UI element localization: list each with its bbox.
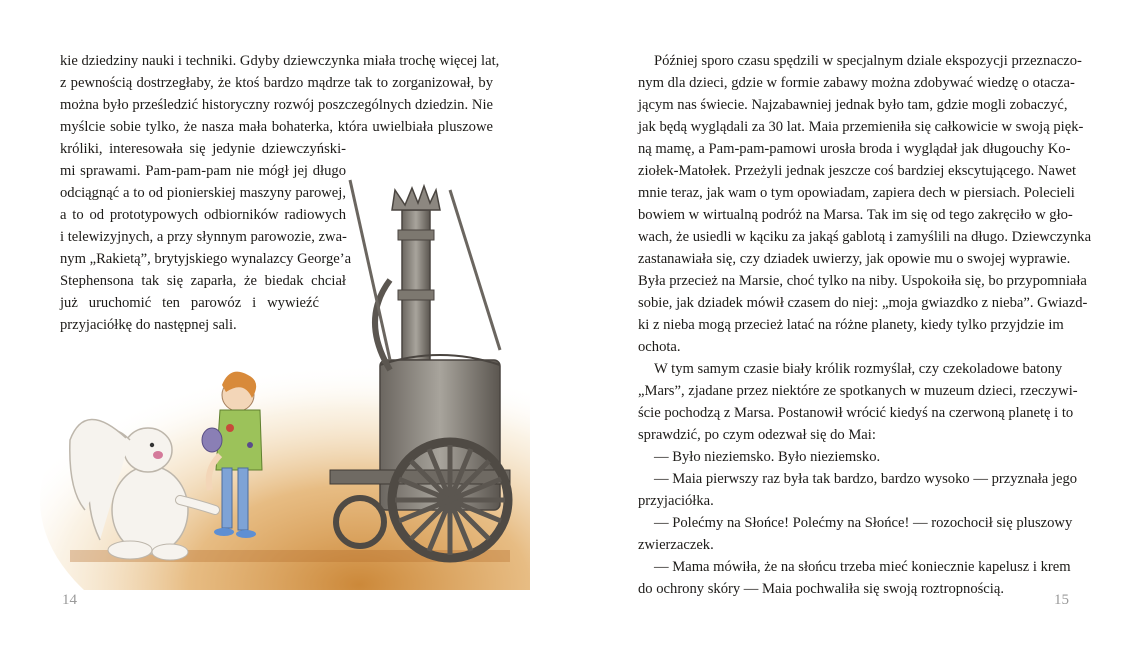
right-page (567, 0, 1134, 652)
text-line: ną mamę, a Pam-pam-pamowi urosła broda i wyglądał jak długouchy Ko- (638, 141, 1071, 157)
text-line: nym „Rakietą”, brytyjskiego wynalazcy George’a (60, 251, 352, 267)
text-line: do ochrony skóry — Maia pochwaliła się swoją roztropnością. (638, 581, 1004, 597)
text-line: przyjaciółka. (638, 493, 714, 509)
text-line: jak będą wyglądali za 30 lat. Maia przemieniła się całkowicie w swoją pięk- (638, 119, 1084, 135)
text-line: bowiem w wirtualną podróż na Marsa. Tak im się od tego zakręciło w gło- (638, 207, 1073, 223)
text-line: zastanawiała się, czy dziadek uwierzy, jak opowie mu o swojej wyprawie. (638, 251, 1071, 267)
rabbit-girl-locomotive-illustration-icon (30, 170, 530, 590)
text-line: mi sprawami. Pam-pam-pam nie mógł jej długo (60, 163, 346, 179)
text-line: z pewnością dostrzegłaby, że ktoś bardzo mądrze tak to zorganizował, by (60, 75, 493, 91)
text-line: — Maia pierwszy raz była tak bardzo, bardzo wysoko — przyznała jego (654, 471, 1078, 487)
text-line: ki z nieba mogą przecież latać na różne planety, kiedy tylko przyjdzie im (638, 317, 1064, 333)
page-number: 15 (1054, 592, 1069, 608)
text-line: „Mars”, zjadane przez niektóre ze spotkanych w muzeum dzieci, rzeczywi- (638, 383, 1078, 399)
text-line: Później sporo czasu spędzili w specjalnym dziale ekspozycji przeznaczo- (654, 53, 1082, 69)
text-line: ziołek-Matołek. Przeżyli jednak jeszcze coś bardziej ekscytującego. Nawet (638, 163, 1077, 179)
text-line: — Polećmy na Słońce! Polećmy na Słońce! — rozochocił się pluszowy (654, 515, 1073, 531)
text-line: przyjaciółkę do następnej sali. (60, 317, 237, 333)
text-line: i telewizyjnych, a przy słynnym parowozie, zwa- (60, 229, 347, 245)
text-line: nym dla dzieci, gdzie w formie zabawy można zdobywać wiedzę o otacza- (638, 75, 1075, 91)
text-line: mnie teraz, jak wam o tym opowiadam, zapiera dech w piersiach. Polecieli (638, 185, 1075, 201)
text-line: — Było nieziemsko. Było nieziemsko. (654, 449, 881, 465)
text-line: myślcie sobie tylko, że nasza mała bohaterka, która uwielbiała pluszowe (60, 119, 493, 135)
text-line: odciągnąć a to od pionierskiej maszyny parowej, (60, 185, 346, 201)
text-line: sprawdzić, po czym odezwał się do Mai: (638, 427, 876, 443)
text-line: ochota. (638, 339, 681, 355)
text-line: W tym samym czasie biały królik rozmyślał, czy czekoladowe batony (654, 361, 1063, 377)
page-number: 14 (62, 592, 77, 608)
text-line: jącym nas świecie. Najzabawniej jednak było tam, gdzie mogli zobaczyć, (638, 97, 1068, 113)
text-line: sobie, jak dziadek mówił czasem do niej: „moja gwiazdko z nieba”. Gwiazd- (638, 295, 1088, 311)
text-line: Stephensona tak się zaparła, że biedak chciał (60, 273, 346, 289)
text-line: zwierzaczek. (638, 537, 714, 553)
text-line: — Mama mówiła, że na słońcu trzeba mieć koniecznie kapelusz i krem (654, 559, 1071, 575)
text-line: Była przecież na Marsie, choć tylko na niby. Uspokoiła się, bo przypomniała (638, 273, 1087, 289)
text-line: kie dziedziny nauki i techniki. Gdyby dziewczynka miała trochę więcej lat, (60, 53, 500, 69)
text-line: ście pochodzą z Marsa. Postanowił wrócić kiedyś na czerwoną planetę i to (638, 405, 1074, 421)
text-line: można było prześledzić historyczny rozwój poszczególnych dziedzin. Nie (60, 97, 493, 113)
text-line: a to od prototypowych odbiorników radiowych (60, 207, 346, 223)
text-line: już uruchomić ten parowóz i wywieźć (60, 295, 319, 311)
text-line: króliki, interesowała się jedynie dziewczyński- (60, 141, 346, 157)
text-line: wach, że usiedli w kąciku za jakąś gablotą i zamyślili na długo. Dziewczynka (638, 229, 1092, 245)
